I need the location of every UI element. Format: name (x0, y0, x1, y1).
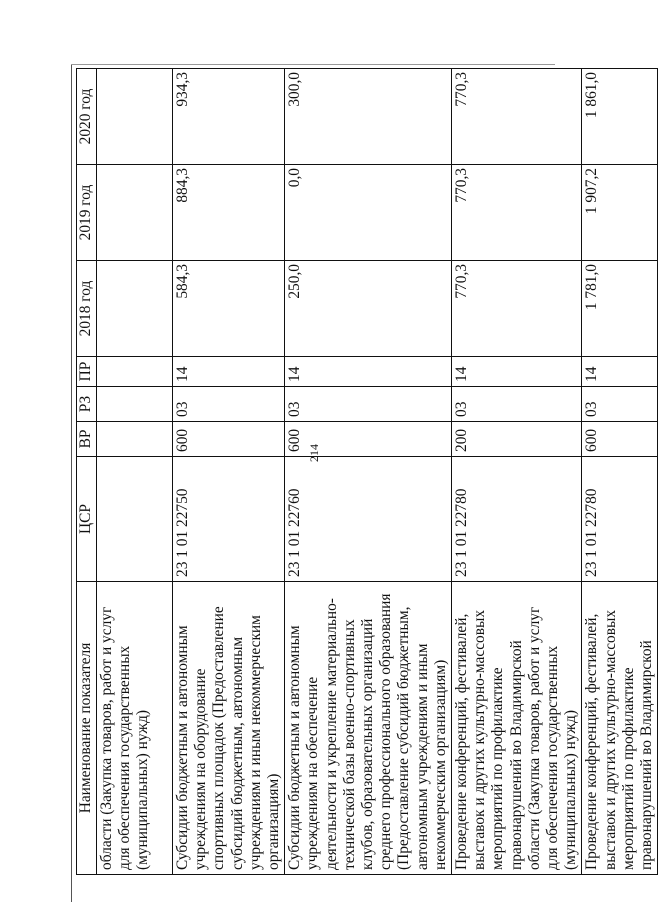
page-number: 214 (307, 444, 321, 462)
table-row (97, 69, 173, 875)
cell-vr: 200 (452, 422, 582, 457)
cell-2018: 250,0 (285, 261, 452, 357)
cell-name: области (Закупка товаров, работ и услуг для обеспечения государственных (муниципальных) нужд) (97, 582, 173, 875)
cell-name: Проведение конференций, фестивалей, выставок и других культурно-массовых мероприятий по профилактике правонарушений во Владимирской (582, 582, 658, 875)
cell-csr (97, 457, 173, 582)
cell-rz: 03 (285, 387, 452, 422)
cell-2018 (97, 261, 173, 357)
budget-table (76, 68, 658, 875)
cell-rz: 03 (452, 387, 582, 422)
scan-edge-line-top (71, 64, 555, 65)
cell-pr: 14 (285, 357, 452, 387)
header-csr: ЦСР (77, 457, 97, 582)
cell-csr: 23 1 01 22760 (285, 457, 452, 582)
cell-vr: 600 (582, 422, 658, 457)
cell-rz: 03 (173, 387, 285, 422)
table-row (452, 69, 582, 875)
rotated-table-container (76, 69, 656, 875)
cell-2020 (97, 69, 173, 165)
table-row (173, 69, 285, 875)
cell-pr: 14 (173, 357, 285, 387)
table-row (582, 69, 658, 875)
cell-2020: 770,3 (452, 69, 582, 165)
header-vr: ВР (77, 422, 97, 457)
cell-2019: 0,0 (285, 165, 452, 261)
cell-2019: 884,3 (173, 165, 285, 261)
header-2018: 2018 год (77, 261, 97, 357)
cell-2020: 300,0 (285, 69, 452, 165)
cell-name: Проведение конференций, фестивалей, выставок и других культурно-массовых мероприятий по профилактике правонарушений во Владимирской области (Закупка товаров, работ и услуг для обеспечения государственных (муниципальных) нужд) (452, 582, 582, 875)
cell-csr: 23 1 01 22780 (452, 457, 582, 582)
cell-csr: 23 1 01 22750 (173, 457, 285, 582)
cell-rz: 03 (582, 387, 658, 422)
cell-pr: 14 (452, 357, 582, 387)
header-pr: ПР (77, 357, 97, 387)
cell-vr: 600 (173, 422, 285, 457)
table-row (285, 69, 452, 875)
header-name: Наименование показателя (77, 582, 97, 875)
cell-2019: 770,3 (452, 165, 582, 261)
cell-name: Субсидии бюджетным и автономным учреждениям на оборудование спортивных площадок (Предоставление субсидий бюджетным, автономным учреждениям и иным некоммерческим организациям) (173, 582, 285, 875)
cell-2018: 1 781,0 (582, 261, 658, 357)
cell-pr: 14 (582, 357, 658, 387)
cell-2020: 934,3 (173, 69, 285, 165)
header-2020: 2020 год (77, 69, 97, 165)
cell-2019 (97, 165, 173, 261)
header-2019: 2019 год (77, 165, 97, 261)
scan-edge-line (71, 64, 72, 902)
header-rz: РЗ (77, 387, 97, 422)
table-header-row (77, 69, 97, 875)
cell-csr: 23 1 01 22780 (582, 457, 658, 582)
cell-name: Субсидии бюджетным и автономным учреждениям на обеспечение деятельности и укрепление материально-технической базы военно-спортивных клубов, образовательных организаций среднего профессионального образования (Предоставление субсидий бюджетным, автономным учреждениям и иным некоммерческим организациям) (285, 582, 452, 875)
cell-2018: 584,3 (173, 261, 285, 357)
cell-vr (97, 422, 173, 457)
cell-pr (97, 357, 173, 387)
cell-2020: 1 861,0 (582, 69, 658, 165)
cell-2019: 1 907,2 (582, 165, 658, 261)
cell-rz (97, 387, 173, 422)
cell-2018: 770,3 (452, 261, 582, 357)
cell-vr: 600 (285, 422, 452, 457)
